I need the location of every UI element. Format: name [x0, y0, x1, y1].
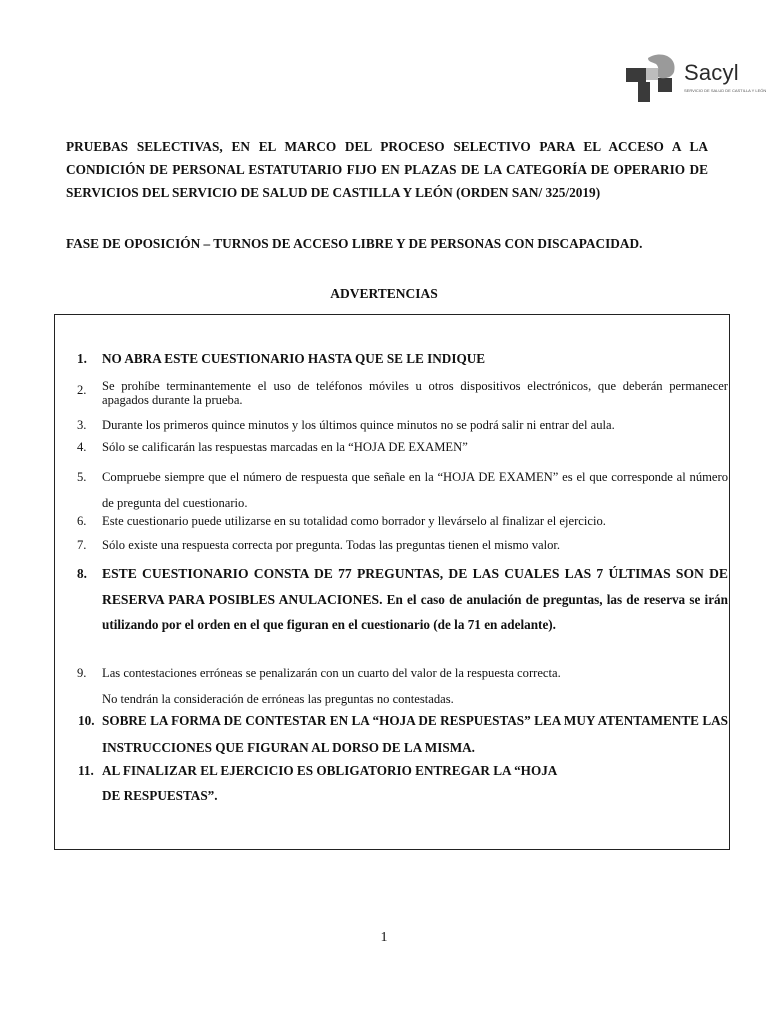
warnings-box — [54, 314, 730, 850]
warning-text-rest: En el caso de anulación de preguntas, las de reserva se irán utilizando por el orden en el que figuran en el cuestionario (de la 71 en adelante). — [102, 591, 728, 632]
warning-text: SOBRE LA FORMA DE CONTESTAR EN LA “HOJA DE RESPUESTAS” LEA MUY ATENTAMENTE LAS INSTRUCCIONES QUE FIGURAN AL DORSO DE LA MISMA. — [102, 713, 728, 755]
warning-number: 8. — [77, 566, 87, 581]
warning-text-line1: Las contestaciones erróneas se penalizarán con un cuarto del valor de la respuesta correcta. — [102, 666, 561, 680]
warning-text-line2: DE RESPUESTAS”. — [102, 788, 218, 803]
warning-text: Durante los primeros quince minutos y los últimos quince minutos no se podrá salir ni entrar del aula. — [102, 418, 615, 432]
page-number: 1 — [380, 930, 388, 945]
warning-number: 6. — [77, 514, 87, 528]
sacyl-logo — [624, 50, 767, 106]
warning-number: 7. — [77, 538, 87, 552]
warning-text: Sólo se calificarán las respuestas marcadas en la “HOJA DE EXAMEN” — [102, 440, 468, 454]
warning-number: 3. — [77, 418, 87, 432]
warning-text: NO ABRA ESTE CUESTIONARIO HASTA QUE SE LE INDIQUE — [102, 351, 486, 366]
logo-subtitle: SERVICIO DE SALUD DE CASTILLA Y LEÓN — [684, 88, 767, 93]
warning-number: 9. — [77, 666, 87, 680]
warning-text: Se prohíbe terminantemente el uso de teléfonos móviles u otros dispositivos electrónicos, que deberán permanecer apagados durante la prueba. — [102, 379, 728, 407]
warning-number: 5. — [77, 470, 87, 484]
warning-number: 11. — [78, 763, 94, 778]
warning-number: 1. — [77, 351, 87, 366]
warning-text: Sólo existe una respuesta correcta por pregunta. Todas las preguntas tienen el mismo valor. — [102, 538, 561, 552]
warning-text: Compruebe siempre que el número de respuesta que señale en la “HOJA DE EXAMEN” es el que corresponde al número de pregunta del cuestionario. — [102, 470, 728, 510]
warning-number: 2. — [77, 383, 87, 397]
exam-phase: FASE DE OPOSICIÓN – TURNOS DE ACCESO LIBRE Y DE PERSONAS CON DISCAPACIDAD. — [66, 236, 643, 251]
warning-text — [102, 561, 728, 638]
warning-number: 4. — [77, 440, 87, 454]
document-title: PRUEBAS SELECTIVAS, EN EL MARCO DEL PROCESO SELECTIVO PARA EL ACCESO A LA CONDICIÓN DE PERSONAL ESTATUTARIO FIJO EN PLAZAS DE LA CATEGORÍA DE OPERARIO DE SERVICIOS DEL SERVICIO DE SALUD DE CASTILLA Y LEÓN (ORDEN SAN/ 325/2019) — [66, 139, 708, 200]
warnings-title: ADVERTENCIAS — [330, 286, 438, 301]
warning-text — [102, 758, 728, 808]
warning-text-line1: AL FINALIZAR EL EJERCICIO ES OBLIGATORIO ENTREGAR LA “HOJA — [102, 763, 558, 778]
warning-text-line2: No tendrán la consideración de erróneas las preguntas no contestadas. — [102, 692, 454, 706]
warning-text-caps: ESTE CUESTIONARIO CONSTA DE 77 PREGUNTAS, DE LAS CUALES LAS 7 ÚLTIMAS SON DE RESERVA PARA POSIBLES ANULACIONES. — [102, 566, 728, 607]
document-header — [66, 135, 708, 204]
sacyl-emblem-icon — [624, 50, 684, 106]
warning-text: Este cuestionario puede utilizarse en su totalidad como borrador y llevárselo al finalizar el ejercicio. — [102, 514, 606, 528]
warning-text — [102, 660, 728, 712]
warning-number: 10. — [78, 713, 95, 728]
logo-name: Sacyl — [684, 60, 739, 85]
